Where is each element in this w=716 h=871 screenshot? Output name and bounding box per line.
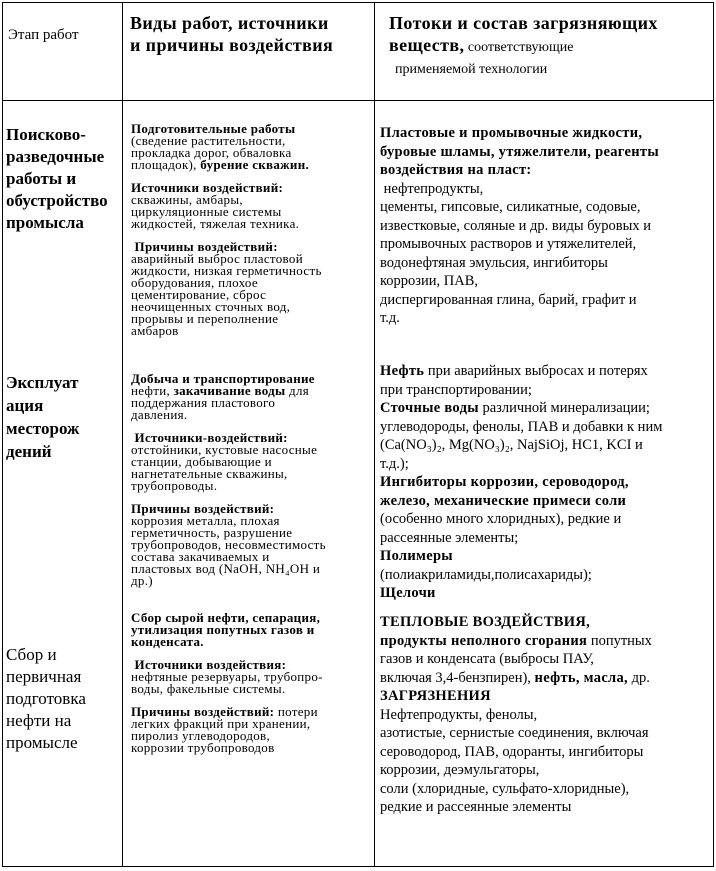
- paragraph-line: [131, 636, 371, 648]
- column-divider-works: [374, 2, 375, 867]
- text: коррозия металла, плохая: [131, 513, 280, 528]
- bold-text: Источники воздействий:: [131, 180, 284, 195]
- paragraph-line: [131, 325, 371, 337]
- text: азотистые, сернистые соединения, включая: [380, 725, 649, 741]
- paragraph-line: [131, 683, 371, 695]
- bold-text: Сбор сырой нефти, сепарация,: [131, 610, 321, 625]
- text: др.): [131, 573, 153, 588]
- paragraph: [131, 123, 371, 171]
- stage-line: [6, 168, 120, 190]
- text: прокладка дорог, обваловка: [131, 145, 292, 160]
- paragraph: [131, 432, 371, 492]
- flows-line: [380, 632, 710, 651]
- text: промысла: [6, 213, 84, 232]
- flows-line: [380, 217, 710, 236]
- bold-text: железо, механические примеси соли: [380, 492, 627, 509]
- bold-text: Подготовительные работы: [131, 121, 296, 136]
- text: скважины, амбары,: [131, 192, 243, 207]
- bold-text: буровые шламы, утяжелители, реагенты: [380, 143, 659, 160]
- text: жидкости, низкая герметичность: [131, 263, 322, 278]
- flows-line: [380, 436, 710, 455]
- flows-line: [380, 309, 710, 328]
- text: легких фракций при хранении,: [131, 716, 311, 731]
- flows-line: [380, 235, 710, 254]
- stage-line: [6, 124, 120, 146]
- stage-line: [6, 732, 120, 754]
- header-flows-note-line: применяемой технологии: [395, 62, 548, 77]
- text: давления.: [131, 407, 188, 422]
- flows-line: [380, 291, 710, 310]
- text: площадок),: [131, 157, 201, 172]
- stage-line: [6, 644, 120, 666]
- flows-line: [380, 529, 710, 548]
- flows-line: [380, 124, 710, 143]
- text: Нефтепродукты, фенолы,: [380, 706, 538, 723]
- text: включая 3,4-бензпирен),: [380, 669, 535, 686]
- stage-cell: [6, 371, 120, 463]
- paragraph: [131, 503, 371, 587]
- bold-text: бурение скважин.: [200, 157, 310, 172]
- text: аварийный выброс пластовой: [131, 251, 303, 266]
- bold-text: Причины воздействий:: [131, 704, 275, 719]
- flows-line: [380, 418, 710, 437]
- text: амбаров: [131, 323, 179, 338]
- text: состава закачиваемых и: [131, 549, 270, 564]
- bold-text: воздействия на пласт:: [380, 162, 532, 178]
- text: трубопроводов, несовместимость: [131, 537, 326, 552]
- bold-text: Пластовые и промывочные жидкости,: [380, 125, 643, 141]
- stage-line: [6, 212, 120, 234]
- header-flows-line: [389, 34, 658, 59]
- paragraph: [131, 241, 371, 337]
- flows-cell: [380, 124, 710, 328]
- text: для: [285, 383, 310, 398]
- bold-text: ТЕПЛОВЫЕ ВОЗДЕЙСТВИЯ,: [380, 614, 591, 630]
- bold-text: Причины воздействий:: [131, 239, 278, 254]
- bold-text: Источники-воздействий:: [131, 430, 288, 445]
- stage-line: [6, 666, 120, 688]
- header-works-line: и причины воздействия: [130, 35, 334, 55]
- text: циркуляционные системы: [131, 204, 282, 219]
- stage-line: [6, 688, 120, 710]
- flows-line: [380, 743, 710, 762]
- stage-line: [6, 371, 120, 394]
- header-flows-note: соответствующие: [464, 40, 574, 55]
- text: редкие и рассеянные элементы: [380, 799, 572, 815]
- text: работы и: [6, 169, 77, 188]
- bold-text: Сточные воды: [380, 400, 479, 416]
- header-works-cell: [130, 12, 333, 56]
- flows-line: [380, 399, 710, 418]
- text: разведочные: [6, 147, 105, 166]
- paragraph-line: [131, 218, 371, 230]
- flows-cell: [380, 613, 710, 817]
- flows-line: [380, 584, 710, 603]
- header-divider: [2, 100, 714, 101]
- bold-text: Полимеры: [380, 548, 453, 564]
- text: промывочных растворов и утяжелителей,: [380, 236, 637, 252]
- stage-line: [6, 417, 120, 440]
- text: коррозии трубопроводов: [131, 740, 275, 755]
- flows-line: [380, 510, 710, 529]
- text: (особенно много хлоридных), редкие и: [380, 511, 622, 527]
- bold-text: ЗАГРЯЗНЕНИЯ: [380, 688, 491, 704]
- text: прорывы и переполнение: [131, 311, 279, 326]
- flows-line: [380, 254, 710, 273]
- stage-cell: [6, 124, 120, 234]
- stage-line: [6, 190, 120, 212]
- text: попутных: [587, 632, 652, 649]
- flows-line: [380, 473, 710, 492]
- column-divider-stage: [122, 2, 123, 867]
- text: дений: [6, 442, 52, 461]
- paragraph-line: [131, 409, 371, 421]
- text: отстойники, кустовые насосные: [131, 442, 318, 457]
- flows-line: [380, 761, 710, 780]
- text: (полиакриламиды,полисахариды);: [380, 566, 592, 583]
- flows-line: [380, 492, 710, 511]
- flows-line: [380, 780, 710, 799]
- text: соли (хлоридные, сульфато-хлоридные),: [380, 780, 630, 797]
- text: Эксплуат: [6, 373, 79, 392]
- text: при транспортировании;: [380, 381, 532, 398]
- text: Сбор и: [6, 645, 57, 664]
- bold-text: нефть, масла,: [534, 669, 628, 686]
- text: пластовых вод (NaOH, NH₄OH и: [131, 561, 321, 576]
- flows-line: [380, 272, 710, 291]
- stage-line: [6, 146, 120, 168]
- works-cell: [131, 612, 371, 754]
- text: нефти,: [131, 383, 174, 398]
- paragraph-line: [131, 480, 371, 492]
- paragraph-line: [131, 575, 371, 587]
- text: углеводороды, фенолы, ПАВ и добавки к ним: [380, 418, 663, 435]
- text: Поисково-: [6, 125, 86, 144]
- text: коррозии, деэмульгаторы,: [380, 762, 540, 778]
- header-flows-cell: [389, 12, 658, 81]
- text: различной минерализации;: [478, 400, 650, 416]
- paragraph-line: [131, 563, 371, 575]
- header-flows-bold: веществ,: [389, 35, 465, 55]
- text: первичная: [6, 667, 82, 686]
- bold-text: Ингибиторы коррозии, сероводород,: [380, 474, 629, 490]
- header-stage-cell: Этап работ: [8, 27, 79, 43]
- paragraph: [131, 706, 371, 754]
- flows-line: [380, 161, 710, 180]
- text: поддержания пластового: [131, 395, 276, 410]
- header-works-line: Виды работ, источники: [130, 13, 329, 33]
- bold-text: Источники воздействия:: [131, 657, 287, 672]
- header-flows-line: Потоки и состав загрязняющих: [389, 13, 658, 33]
- flows-line: [380, 687, 710, 706]
- bold-text: Добыча и транспортирование: [131, 371, 315, 386]
- text: промысле: [6, 733, 78, 752]
- text: рассеянные элементы;: [380, 529, 519, 546]
- paragraph-line: [131, 742, 371, 754]
- text: герметичность, разрушение: [131, 525, 293, 540]
- flows-line: [380, 798, 710, 817]
- flows-line: [380, 198, 710, 217]
- text: (Ca(NO₃)₂, Mg(NO₃)₂, NajSiOj, HC1, KCI и: [380, 437, 643, 453]
- text: газов и конденсата (выбросы ПАУ,: [380, 651, 594, 667]
- text: водонефтяная эмульсия, ингибиторы: [380, 254, 608, 271]
- flows-line: [380, 669, 710, 688]
- bold-text: утилизация попутных газов и: [131, 622, 315, 637]
- text: известковые, соляные и др. виды буровых и: [380, 217, 652, 234]
- text: ация: [6, 396, 44, 415]
- text: цементирование, сброс: [131, 287, 267, 302]
- works-cell: [131, 373, 371, 587]
- flows-line: [380, 650, 710, 669]
- paragraph-line: [131, 159, 371, 171]
- text: т.д.: [380, 310, 400, 326]
- flows-line: [380, 613, 710, 632]
- bold-text: Причины воздействий:: [131, 501, 275, 516]
- flows-line: [380, 180, 710, 199]
- paragraph: [131, 659, 371, 695]
- stage-cell: [6, 644, 120, 754]
- text: др.: [627, 669, 650, 686]
- text: при аварийных выбросах и потерях: [424, 363, 648, 379]
- text: цементы, гипсовые, силикатные, содовые,: [380, 199, 641, 215]
- bold-text: Щелочи: [380, 585, 436, 601]
- text: нагнетательные скважины,: [131, 466, 288, 481]
- text: оборудования, плохое: [131, 275, 258, 290]
- text: месторож: [6, 419, 80, 438]
- flows-cell: [380, 362, 710, 603]
- text: неочищенных сточных вод,: [131, 299, 291, 314]
- paragraph: [131, 182, 371, 230]
- flows-line: [380, 706, 710, 725]
- stage-line: [6, 440, 120, 463]
- stage-line: [6, 394, 120, 417]
- text: коррозии, ПАВ,: [380, 273, 479, 289]
- text: воды, факельные системы.: [131, 681, 286, 696]
- text: нефтяные резервуары, трубопро-: [131, 669, 323, 684]
- bold-text: Нефть: [380, 363, 425, 379]
- bold-text: продукты неполного сгорания: [380, 632, 588, 649]
- flows-line: [380, 547, 710, 566]
- text: потери: [274, 704, 318, 719]
- text: станции, добывающие и: [131, 454, 272, 469]
- bold-text: закачивание воды: [173, 383, 286, 398]
- text: т.д.);: [380, 455, 409, 472]
- bold-text: конденсата.: [131, 634, 204, 649]
- stage-line: [6, 710, 120, 732]
- text: нефтепродукты,: [380, 180, 484, 197]
- text: пиролиз углеводородов,: [131, 728, 271, 743]
- text: сероводород, ПАВ, одоранты, ингибиторы: [380, 743, 644, 760]
- works-cell: [131, 123, 371, 337]
- flows-line: [380, 362, 710, 381]
- text: нефти на: [6, 711, 72, 730]
- text: (сведение растительности,: [131, 133, 286, 148]
- flows-line: [380, 455, 710, 474]
- paragraph: [131, 373, 371, 421]
- flows-line: [380, 566, 710, 585]
- flows-line: [380, 381, 710, 400]
- flows-line: [380, 143, 710, 162]
- flows-line: [380, 724, 710, 743]
- text: трубопроводы.: [131, 478, 218, 493]
- text: подготовка: [6, 689, 86, 708]
- text: диспергированная глина, барий, графит и: [380, 291, 637, 308]
- paragraph: [131, 612, 371, 648]
- text: обустройство: [6, 191, 108, 210]
- text: жидкостей, тяжелая техника.: [131, 216, 300, 231]
